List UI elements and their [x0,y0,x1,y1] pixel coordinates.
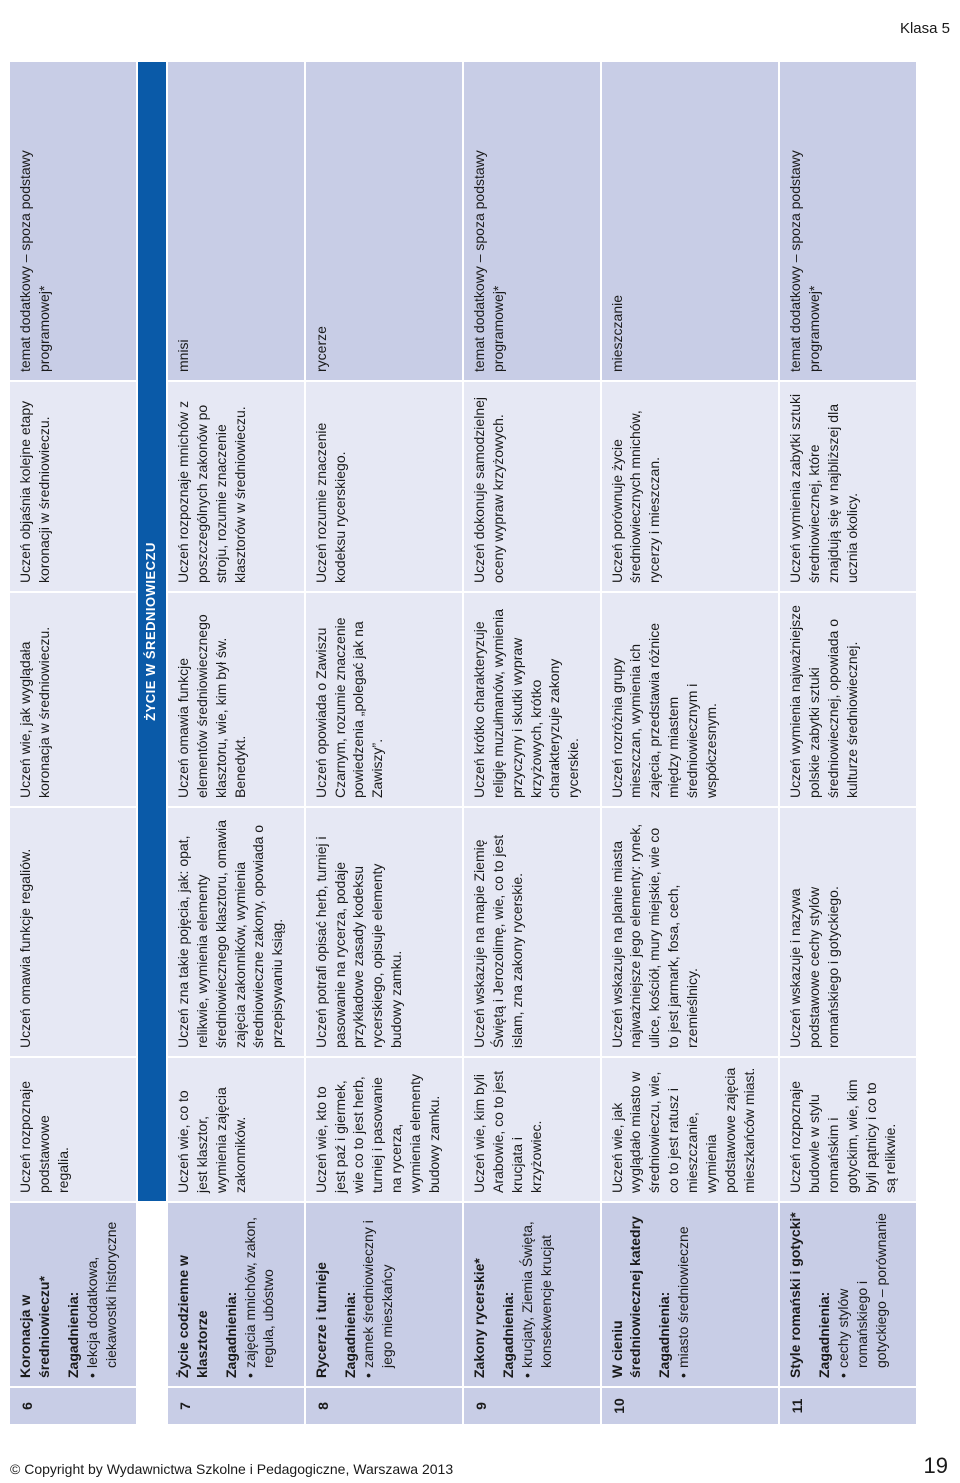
issues-label: Zagadnienia: [499,1291,516,1378]
lesson-topic [779,1202,917,1387]
lesson-title: Życie codzienne w klasztorze [174,1255,210,1378]
issues-label: Zagadnienia: [222,1291,239,1378]
table-row [779,61,917,1425]
table-row [305,61,463,1425]
lesson-topic [601,1202,780,1387]
lesson-number: 10 [601,1387,780,1425]
issue-item: • miasto średniowieczne [674,1211,693,1378]
lesson-title: Rycerze i turnieje [312,1262,329,1378]
curriculum-table-rotated [8,62,918,1426]
lesson-number: 8 [305,1387,463,1425]
issue-item: • krucjaty, Ziemia Święta, konsekwencje krucjat [518,1211,556,1378]
section-title: ŻYCIE W ŚREDNIOWIECZU [137,61,167,1202]
copyright-notice: © Copyright by Wydawnictwa Szkolne i Pedagogiczne, Warszawa 2013 [10,1461,454,1477]
requirement-cell: Uczeń rozpoznaje budowle w stylu romańskim i gotyckim, wie, kim byli pątnicy i co to są relikwie. [779,1057,917,1202]
requirement-cell: Uczeń wymienia zabytki sztuki średniowiecznej, które znajdują się w najbliższej dla ucznia okolicy. [779,381,917,592]
lesson-topic [463,1202,601,1387]
requirement-cell: Uczeń wymienia najważniejsze polskie zabytki sztuki średniowiecznej, opowiada o kulturze średniowiecznej. [779,592,917,807]
requirement-cell: Uczeń zna takie pojęcia, jak: opat, relikwie, wymienia elementy średniowiecznego klasztoru, omawia zajęcia zakonników, wymienia średniowieczne zakony, opowiada o przepisywaniu ksiąg. [167,807,305,1057]
notes-cell: temat dodatkowy – spoza podstawy programowej* [463,61,601,381]
requirement-cell: Uczeń krótko charakteryzuje religię muzułmanów, wymienia przyczyny i skutki wypraw krzyżowych, krótko charakteryzuje zakony rycerskie. [463,592,601,807]
requirement-cell: Uczeń dokonuje samodzielnej oceny wypraw krzyżowych. [463,381,601,592]
class-label: Klasa 5 [899,20,950,37]
notes-cell: mnisi [167,61,305,381]
table-row [167,61,305,1425]
requirement-cell: Uczeń wskazuje i nazywa podstawowe cechy stylów romańskiego i gotyckiego. [779,807,917,1057]
requirement-cell: Uczeń omawia funkcje regaliów. [9,807,137,1057]
issue-item: • lekcja dodatkowa, ciekawostki historyczne [83,1211,121,1378]
section-spacer [137,1202,167,1425]
issues-label: Zagadnienia: [341,1291,358,1378]
lesson-title: Koronacja w średniowieczu* [17,1276,52,1378]
lesson-topic [305,1202,463,1387]
notes-cell: rycerze [305,61,463,381]
requirement-cell: Uczeń wskazuje na mapie Ziemię Świętą i Jerozolimę, wie, co to jest islam, zna zakony rycerskie. [463,807,601,1057]
curriculum-table [8,60,918,1426]
table-row [9,61,137,1425]
issues-label: Zagadnienia: [816,1291,833,1378]
table-row [601,61,780,1425]
requirement-cell: Uczeń wie, kto to jest paź i giermek, wie co to jest herb, turniej i pasowanie na rycerza, wymienia elementy budowy zamku. [305,1057,463,1202]
lesson-topic [167,1202,305,1387]
requirement-cell: Uczeń wie, jak wyglądało miasto w średniowieczu, wie, co to jest ratusz i mieszczanie, wymienia podstawowe zajęcia mieszkańców miast. [601,1057,780,1202]
lesson-number: 9 [463,1387,601,1425]
requirement-cell: Uczeń wie, jak wyglądała koronacja w średniowieczu. [9,592,137,807]
requirement-cell: Uczeń wie, kim byli Arabowie, co to jest krucjata i krzyżowiec. [463,1057,601,1202]
notes-cell: temat dodatkowy – spoza podstawy programowej* [9,61,137,381]
lesson-title: Zakony rycerskie* [470,1258,487,1378]
requirement-cell: Uczeń rozróżnia grupy mieszczan, wymienia ich zajęcia, przedstawia różnice między miastem średniowiecznym i współczesnym. [601,592,780,807]
requirement-cell: Uczeń rozpoznaje mnichów z poszczególnych zakonów po stroju, rozumie znaczenie klasztorów w średniowieczu. [167,381,305,592]
requirement-cell: Uczeń rozpoznaje podstawowe regalia. [9,1057,137,1202]
requirement-cell: Uczeń omawia funkcje elementów średniowiecznego klasztoru, wie, kim był św. Benedykt. [167,592,305,807]
lesson-number: 7 [167,1387,305,1425]
lesson-title: W cieniu średniowiecznej katedry [608,1216,644,1378]
requirement-cell: Uczeń wskazuje na planie miasta najważniejsze jego elementy: rynek, ulice, kościół, mury miejskie, wie co to jest jarmark, fosa, cech, rzemieślnicy. [601,807,780,1057]
notes-cell: temat dodatkowy – spoza podstawy programowej* [779,61,917,381]
lesson-number: 6 [9,1387,137,1425]
issue-item: • zamek średniowieczny i jego mieszkańcy [359,1211,397,1378]
issue-item: • zajęcia mnichów, zakon, reguła, ubóstwo [241,1211,279,1378]
lesson-topic [9,1202,137,1387]
requirement-cell: Uczeń rozumie znaczenie kodeksu rycerskiego. [305,381,463,592]
requirement-cell: Uczeń wie, co to jest klasztor, wymienia zajęcia zakonników. [167,1057,305,1202]
requirement-cell: Uczeń porównuje życie średniowiecznych mnichów, rycerzy i mieszczan. [601,381,780,592]
notes-cell: mieszczanie [601,61,780,381]
lesson-title: Style romański i gotycki* [787,1212,804,1378]
requirement-cell: Uczeń potrafi opisać herb, turniej i pasowanie na rycerza, podaje przykładowe zasady kodeksu rycerskiego, opisuje elementy budowy zamku. [305,807,463,1057]
table-row [463,61,601,1425]
issues-label: Zagadnienia: [656,1291,673,1378]
issues-label: Zagadnienia: [64,1291,81,1378]
page-number: 19 [923,1453,948,1478]
section-header-row [137,61,167,1425]
lesson-number: 11 [779,1387,917,1425]
issue-item: • cechy stylów romańskiego i gotyckiego – porównanie [834,1211,891,1378]
requirement-cell: Uczeń objaśnia kolejne etapy koronacji w średniowieczu. [9,381,137,592]
requirement-cell: Uczeń opowiada o Zawiszu Czarnym, rozumie znaczenie powiedzenia „polegać jak na Zawiszy”. [305,592,463,807]
